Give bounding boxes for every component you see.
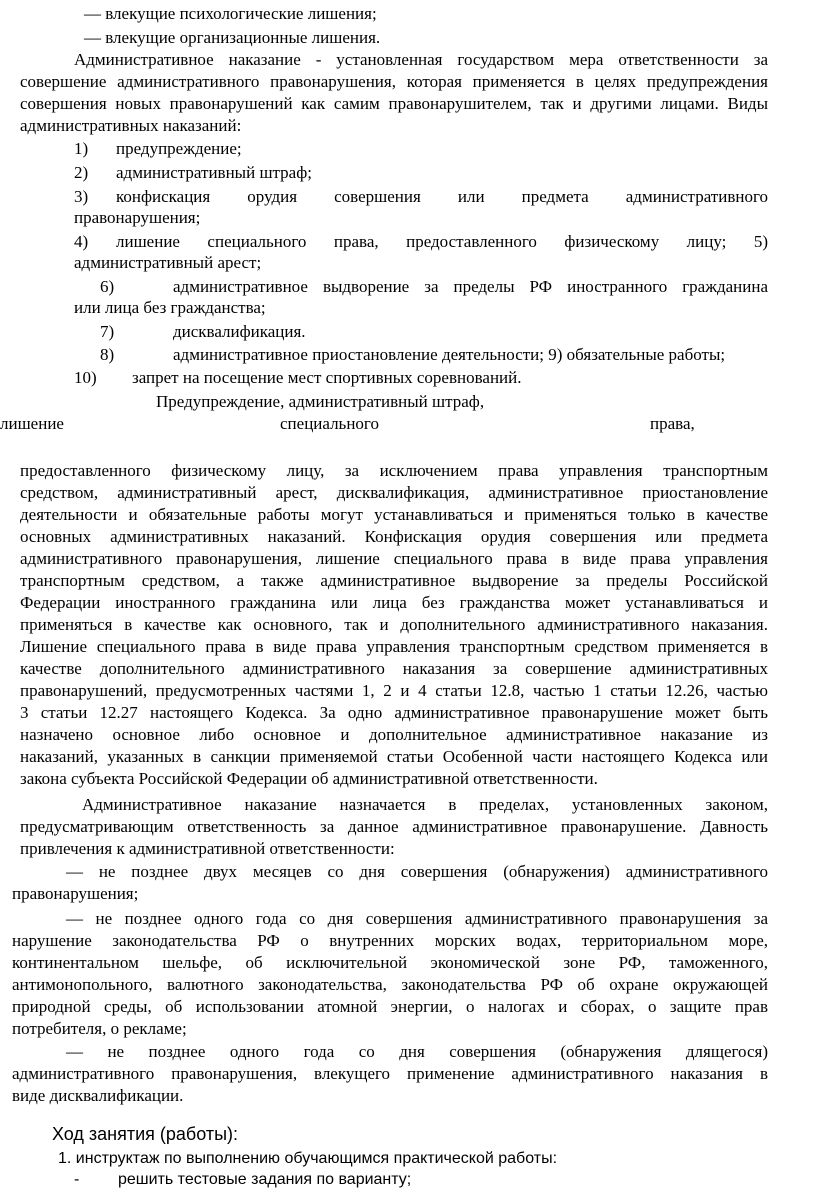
limitation-item-line: виде дисквалификации.	[12, 1086, 184, 1105]
limitation-item-line: административного правонарушения, влекущего применение административного наказания в	[12, 1064, 768, 1083]
list-item	[74, 368, 522, 388]
limitation-item-line: природной среды, об использовании атомной энергии, о налогах и сборах, о защите прав	[12, 997, 768, 1016]
paragraph-definition-line: Административное наказание - установленная государством мера ответственности за	[74, 50, 768, 69]
list-text: запрет на посещение мест спортивных соревнований.	[132, 368, 522, 387]
list-item	[74, 139, 242, 159]
list-text: конфискация орудия совершения или предмета административного	[116, 187, 768, 206]
list-number: 8)	[100, 345, 115, 364]
limitation-item-line: потребителя, о рекламе;	[12, 1019, 187, 1038]
list-text: лишение специального права, предоставленного физическому лицу; 5)	[116, 232, 768, 251]
paragraph-main-line: закона субъекта Российской Федерации об административной ответственности.	[20, 769, 598, 788]
limitation-item-line: антимонопольного, валютного законодательства, законодательства РФ об охране окружающей	[12, 975, 768, 994]
paragraph-limitation-line: предусматривающим ответственность за данное административное правонарушение. Давность	[20, 817, 768, 836]
paragraph-definition-line: совершение административного правонарушения, которая применяется в целях предупреждения	[20, 72, 768, 91]
list-item	[100, 345, 725, 365]
list-number: 2)	[74, 163, 89, 182]
paragraph-definition-line: совершения новых правонарушений как самим правонарушителем, так и другими лицами. Виды	[20, 94, 768, 113]
paragraph-main-line: 3 статьи 12.27 настоящего Кодекса. За одно административное правонарушение может быть	[20, 703, 768, 722]
list-number: 6)	[100, 277, 115, 296]
list-text: административный штраф;	[116, 163, 312, 182]
list-text-continuation: или лица без гражданства;	[74, 298, 266, 317]
list-text: дисквалификация.	[173, 322, 306, 341]
bullet-organizational: — влекущие организационные лишения.	[84, 28, 381, 47]
paragraph-main-line: правонарушений, предусмотренных частями 1, 2 и 4 статьи 12.8, частью 1 статьи 12.26, частью	[20, 681, 768, 700]
list-item	[74, 163, 312, 183]
lesson-heading: Ход занятия (работы):	[52, 1124, 239, 1144]
paragraph-main-line: качестве дополнительного административного наказания за совершение административных	[20, 659, 768, 678]
list-number: 7)	[100, 322, 115, 341]
paragraph-limitation-line: Административное наказание назначается в пределах, установленных законом,	[82, 795, 768, 814]
list-text-continuation: административный арест;	[74, 253, 262, 272]
list-text-continuation: правонарушения;	[74, 208, 201, 227]
limitation-item-line: — не позднее двух месяцев со дня совершения (обнаружения) административного	[66, 862, 768, 881]
paragraph-word: лишение	[0, 414, 64, 433]
paragraph-main-line: Федерации иностранного гражданина или лица без гражданства может устанавливаться и	[20, 593, 768, 612]
list-item	[74, 187, 768, 207]
list-text: административное выдворение за пределы РФ иностранного гражданина	[173, 277, 768, 296]
paragraph-definition-line: административных наказаний:	[20, 116, 242, 135]
paragraph-main-line: административного правонарушения, лишение специального права в виде права управления	[20, 549, 768, 568]
lesson-substep-dash: -	[74, 1171, 80, 1188]
paragraph-main-line: наказаний, указанных в санкции применяемой статьи Особенной части настоящего Кодекса или	[20, 747, 768, 766]
paragraph-word: специального	[280, 414, 379, 433]
paragraph-word: права,	[650, 414, 695, 433]
list-text: административное приостановление деятельности; 9) обязательные работы;	[173, 345, 726, 364]
paragraph-main-line: деятельности и обязательные работы могут устанавливаться и применяться только в качестве	[20, 505, 768, 524]
limitation-item-line: правонарушения;	[12, 884, 139, 903]
list-item	[100, 277, 768, 297]
bullet-psychological: — влекущие психологические лишения;	[84, 4, 377, 23]
limitation-item-line: нарушение законодательства РФ о внутренних морских водах, территориальном море,	[12, 931, 768, 950]
list-item	[74, 232, 768, 252]
paragraph-main-line: средством, административный арест, дисквалификация, административное приостановление	[20, 483, 768, 502]
paragraph-main-line: Предупреждение, административный штраф,	[156, 392, 485, 411]
list-text: предупреждение;	[116, 139, 242, 158]
paragraph-limitation-line: привлечения к административной ответственности:	[20, 839, 395, 858]
paragraph-main-line: основных административных наказаний. Конфискация орудия совершения или предмета	[20, 527, 768, 546]
list-number: 3)	[74, 187, 89, 206]
lesson-substep: решить тестовые задания по варианту;	[118, 1171, 412, 1188]
limitation-item-line: — не позднее одного года со дня совершения административного правонарушения за	[66, 909, 768, 928]
list-number: 10)	[74, 368, 97, 387]
limitation-item-line: — не позднее одного года со дня совершения (обнаружения длящегося)	[66, 1042, 768, 1061]
paragraph-main-line: назначено основное либо основное и дополнительное административное наказание из	[20, 725, 768, 744]
paragraph-main-line: применяться в качестве как основного, так и дополнительного административного наказания.	[20, 615, 768, 634]
list-number: 1)	[74, 139, 89, 158]
paragraph-main-line: Лишение специального права в виде права управления транспортным средством применяется в	[20, 637, 768, 656]
paragraph-main-line: предоставленного физическому лицу, за исключением права управления транспортным	[20, 461, 768, 480]
list-item	[100, 322, 306, 342]
list-number: 4)	[74, 232, 89, 251]
paragraph-main-line: транспортным средством, а также административное выдворение за пределы Российской	[20, 571, 768, 590]
limitation-item-line: континентальном шельфе, об исключительной экономической зоне РФ, таможенного,	[12, 953, 768, 972]
lesson-step: 1. инструктаж по выполнению обучающимся практической работы:	[58, 1150, 558, 1167]
